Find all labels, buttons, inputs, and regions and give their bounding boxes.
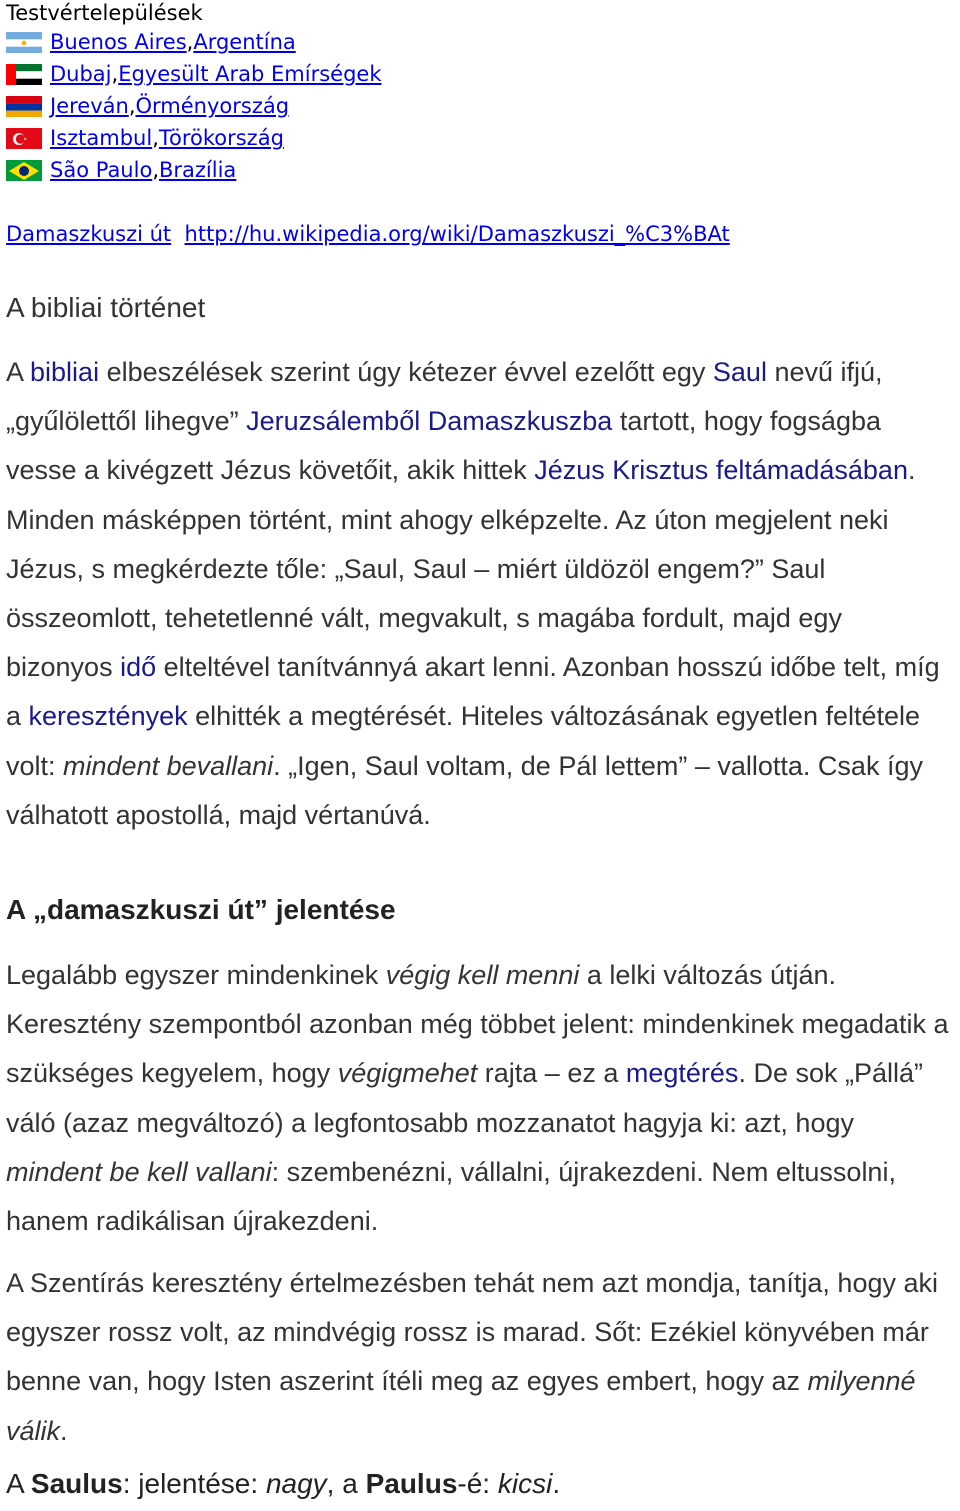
- city-link[interactable]: Dubaj: [50, 62, 112, 86]
- country-link[interactable]: Argentína: [193, 30, 296, 54]
- link-feltamadas[interactable]: feltámadásában: [715, 455, 908, 486]
- section-heading-meaning: A „damaszkuszi út” jelentése: [6, 894, 396, 925]
- uae-flag-icon: [6, 63, 42, 85]
- paragraph-meaning: Legalább egyszer mindenkinek végig kell menni a lelki változás útján. Keresztény szempontból azonban még többet jelent: mindenkinek megadatik a szükséges kegyelem, hogy végigmehet rajta – ez a megtérés. De sok „Pállá” váló (azaz megváltozó) a legfontosabb mozzanatot hagyja ki: azt, hogy mindent be kell vallani: szembenézni, vállalni, újrakezdeni. Nem eltussolni, hanem radikálisan újrakezdeni.: [6, 960, 949, 1237]
- separator: ,: [128, 94, 136, 118]
- city-row: [6, 90, 381, 122]
- country-link[interactable]: Egyesült Arab Emírségek: [118, 62, 382, 86]
- link-saul[interactable]: Saul: [712, 357, 767, 387]
- country-link[interactable]: Brazília: [159, 158, 237, 182]
- link-ido[interactable]: idő: [120, 652, 157, 683]
- separator: ,: [152, 126, 159, 150]
- link-damaszkusz[interactable]: Damaszkuszba: [427, 406, 613, 437]
- emphasis-text: mindent bevallani: [63, 750, 274, 781]
- twin-cities-title: Testvértelepülések: [6, 1, 203, 25]
- city-row: [6, 26, 381, 58]
- country-link[interactable]: Törökország: [158, 126, 284, 150]
- link-bibliai[interactable]: bibliai: [30, 357, 100, 387]
- twin-cities-block: [6, 0, 381, 186]
- country-link[interactable]: Örményország: [135, 94, 290, 118]
- brazil-flag-icon: [6, 159, 42, 181]
- city-row: [6, 58, 381, 90]
- city-link[interactable]: Jereván: [50, 94, 129, 118]
- wiki-title-link[interactable]: Damaszkuszi út: [6, 222, 172, 246]
- separator: ,: [152, 158, 159, 182]
- armenia-flag-icon: [6, 95, 42, 117]
- paragraph-etymology: A Saulus: jelentése: nagy, a Paulus-é: kicsi.: [6, 1468, 561, 1499]
- city-link[interactable]: Buenos Aires: [50, 30, 187, 54]
- link-megteres[interactable]: megtérés: [625, 1058, 739, 1089]
- separator: ,: [186, 30, 194, 54]
- city-row: [6, 154, 381, 186]
- paragraph-bible-story: A bibliai elbeszélések szerint úgy kétezer évvel ezelőtt egy Saul nevű ifjú, „gyűlölettől lihegve” Jeruzsálemből Damaszkuszba tartott, hogy fogságba vesse a kivégzett Jézus követőit, akik hittek Jézus Krisztus feltámadásában. Minden másképpen történt, mint ahogy elképzelte. Az úton megjelent neki Jézus, s megkérdezte tőle: „Saul, Saul – miért üldözöl engem?” Saul összeomlott, tehetetlenné vált, megvakult, s magába fordult, majd egy bizonyos idő elteltével tanítvánnyá akart lenni. Azonban hosszú időbe telt, míg a keresztények elhitték a megtérését. Hiteles változásának egyetlen feltétele volt: mindent bevallani. „Igen, Saul voltam, de Pál lettem” – vallotta. Csak így válhatott apostollá, majd vértanúvá.: [6, 357, 940, 830]
- wiki-reference: [6, 222, 730, 246]
- argentina-flag-icon: [6, 31, 42, 53]
- link-keresztenyek[interactable]: keresztények: [28, 701, 188, 732]
- section-heading-bible-story: A bibliai történet: [6, 292, 206, 323]
- city-link[interactable]: Isztambul: [50, 126, 153, 150]
- turkey-flag-icon: [6, 127, 42, 149]
- link-jeruzsalem[interactable]: Jeruzsálemből: [246, 406, 421, 437]
- separator: ,: [111, 62, 119, 86]
- link-jezus-krisztus[interactable]: Jézus Krisztus: [534, 455, 709, 486]
- city-row: [6, 122, 381, 154]
- wiki-url-link[interactable]: http://hu.wikipedia.org/wiki/Damaszkuszi_%C3%BAt: [184, 222, 730, 246]
- paragraph-scripture: A Szentírás keresztény értelmezésben tehát nem azt mondja, tanítja, hogy aki egyszer rossz volt, az mindvégig rossz is marad. Sőt: Ezékiel könyvében már benne van, hogy Isten aszerint ítéli meg az egyes embert, hogy az milyenné válik.: [6, 1268, 939, 1446]
- city-link[interactable]: São Paulo: [50, 158, 153, 182]
